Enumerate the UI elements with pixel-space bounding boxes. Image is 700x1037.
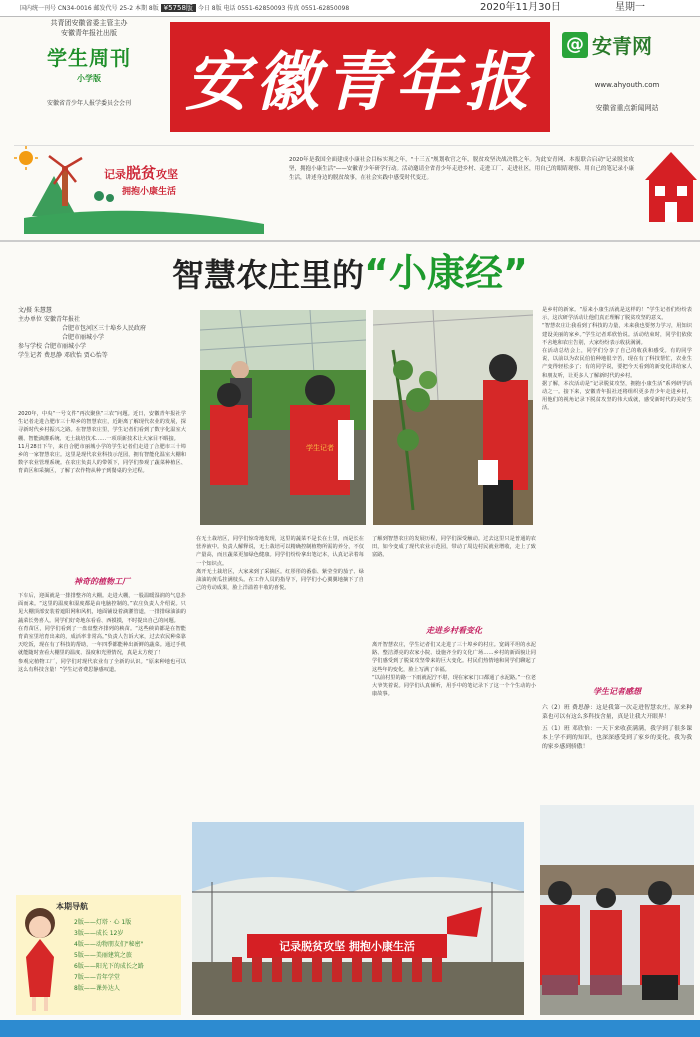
thought-2: 五（1）班 邓欣怡：一天下来收获满满，我学到了很多课本上学不到的知识，也深深感受到了家乡的变化，我为我的家乡感到骄傲！ bbox=[542, 726, 692, 750]
campaign-banner bbox=[14, 145, 694, 234]
article-col4 bbox=[542, 306, 692, 676]
paragraph: 离开智慧农庄，学生记者们又走进了三十埠乡的村庄。宽阔平坦的水泥路、整洁漂亮的农家小院、设施齐全的文化广场……乡村的新面貌让同学们感受到了脱贫攻坚带来的巨大变化。村民们热情地和同学们聊起了这些年的变化，脸上写满了幸福。 bbox=[372, 642, 536, 673]
right-header bbox=[562, 30, 692, 140]
paragraph: “智慧农庄让我看到了科技的力量，未来我也要努力学习，用知识建设美丽的家乡。”学生记者邓欣怡说。活动结束时，同学们依依不舍地和农庄告别，大家纷纷表示收获满满。 bbox=[542, 323, 692, 346]
top-info-bar bbox=[0, 0, 700, 17]
issue-date: 2020年11月30日 bbox=[480, 2, 561, 13]
thought-1: 六（2）班 费思静：这是我第一次走进智慧农庄，原来种菜也可以有这么多科技含量，真是让我大开眼界！ bbox=[542, 705, 692, 720]
article-credits bbox=[18, 306, 188, 406]
headline-prefix: 智慧农庄里的 bbox=[172, 256, 365, 294]
author-line: 文/摄 朱慧慧 bbox=[18, 307, 52, 314]
subheading-plant-factory: 神奇的植物工厂 bbox=[74, 577, 130, 586]
guide-item[interactable]: 6版——阳光下的成长之路 bbox=[74, 963, 144, 970]
subheading-village: 走进乡村看变化 bbox=[426, 626, 482, 635]
paragraph: 离开无土栽培区，大家来到了采摘区。红彤彤的番茄、紫莹莹的茄子、绿油油的黄瓜挂满枝头。在工作人员的指导下，同学们小心翼翼地摘下了自己的劳动成果，脸上洋溢着丰收的喜悦。 bbox=[196, 568, 364, 592]
issue-weekday: 星期一 bbox=[615, 2, 645, 13]
photo-student-plant bbox=[373, 310, 533, 525]
photo-greenhouse-guide bbox=[200, 310, 366, 525]
participant-school: 合肥市丽城小学 bbox=[43, 343, 86, 350]
publisher-line-1: 共青团安徽省委主管主办 bbox=[50, 19, 128, 27]
guide-item[interactable]: 4版——动物朋友们"秘密" bbox=[74, 941, 144, 948]
left-header bbox=[14, 18, 164, 138]
paragraph: 在无土栽培区，同学们惊奇地发现，这里的蔬菜不是长在土里，而是长在营养液中。负责人解释说，无土栽培可以精确控制植物所需的养分，不仅产量高，而且蔬菜更加绿色健康。同学们纷纷拿出笔记本，认真记录着每一个知识点。 bbox=[196, 536, 364, 567]
reporter-names: 费思静 邓欣怡 贾心怡等 bbox=[43, 352, 108, 359]
masthead bbox=[170, 22, 550, 132]
red-house-icon bbox=[641, 148, 700, 226]
sponsor-line: 安徽省青少年人报学委员会会刊 bbox=[46, 100, 131, 107]
paragraph: 在活动总结会上，同学们分享了自己的收获和感受。有的同学说，以前以为农民伯伯种地很辛苦，现在有了科技帮忙，农业生产变得轻松多了；有的同学说，要把今天看到的新变化讲给家人和朋友听，让更多人了解新时代的乡村。 bbox=[542, 348, 692, 379]
article-headline bbox=[0, 240, 700, 302]
vest-label: 学生记者 bbox=[306, 444, 334, 452]
edition-label: 小学版 bbox=[77, 74, 101, 83]
participant-label: 参与学校 bbox=[18, 343, 43, 350]
girl-cartoon-icon bbox=[16, 897, 64, 1015]
host-2: 合肥市包河区三十埠乡人民政府 bbox=[62, 325, 147, 332]
article-col3-bottom bbox=[372, 641, 536, 816]
guide-item[interactable]: 8版——课外达人 bbox=[74, 985, 120, 992]
host-1: 安徽青年报社 bbox=[43, 316, 80, 323]
slogan-line-1: 记录脱贫攻坚 bbox=[104, 164, 179, 182]
paragraph: 在育苗区，同学们看到了一盘盘整齐排列的秧苗。“这些秧苗都是在智能育苗室里培育出来的，成活率非常高。”负责人告诉大家，过去农民种菜靠天吃饭，现在有了科技的帮助，一年四季都能种出新鲜的蔬菜。通过手机就能随时查看大棚里的温度、湿度和光照情况，真是太方便了！ bbox=[18, 625, 186, 657]
photo-banner-text: 记录脱贫攻坚 拥抱小康生活 bbox=[279, 940, 415, 953]
site-url: www.ahyouth.com bbox=[594, 81, 660, 89]
site-logo bbox=[562, 30, 692, 59]
paragraph: 是乡村的新家。“原来小康生活就是这样的！”学生记者们纷纷表示，这次研学活动让他们真正理解了脱贫攻坚的意义。 bbox=[542, 307, 692, 322]
article-col1-top bbox=[18, 410, 186, 550]
footer-bar bbox=[0, 1020, 700, 1037]
photo-students-outdoor bbox=[540, 805, 694, 1015]
reporter-thoughts bbox=[542, 704, 692, 796]
reporter-label: 学生记者 bbox=[18, 352, 43, 359]
article-col3-top bbox=[372, 535, 536, 619]
slogan-line-2: 拥抱小康生活 bbox=[122, 187, 177, 197]
at-logo-icon: @ bbox=[562, 32, 588, 58]
article-col2 bbox=[196, 535, 364, 815]
issue-guide bbox=[16, 895, 181, 1015]
publisher-line-2: 安徽青年报社出版 bbox=[61, 29, 117, 37]
masthead-title: 安徽青年报 bbox=[185, 45, 535, 120]
paragraph: 参观完植物工厂，同学们对现代农业有了全新的认识。“原来种地也可以这么有科技含量！”学生记者费思静感叹道。 bbox=[18, 658, 186, 673]
guide-list bbox=[74, 917, 144, 994]
paragraph: 下车后，迎面就是一排排整齐的大棚。走进大棚，一股温暖湿润的气息扑面而来。“这里的温度和湿度都是由电脑控制的。”农庄负责人介绍说。只见大棚顶部安装着遮阳网和风机，地面铺设着滴灌管道，一排排绿油油的蔬菜长势喜人。同学们好奇地东看看、西摸摸，不时提出自己的问题。 bbox=[18, 593, 186, 624]
paragraph: “以前村里的路一下雨就泥泞不堪，现在家家门口都通了水泥路。”一位老大爷笑着说。同学们认真倾听，用手中的笔记录下了这一个个生动的小康故事。 bbox=[372, 674, 536, 698]
headline-highlight: “小康经” bbox=[364, 251, 528, 295]
guide-item[interactable]: 5版——美丽建筑之旅 bbox=[74, 952, 132, 959]
guide-item[interactable]: 7版——青年学堂 bbox=[74, 974, 120, 981]
weekly-title: 学生周刊 bbox=[47, 46, 131, 70]
paragraph: 2020年，中央“一号文件”再次聚焦“三农”问题。近日，安徽青年报社学生记者走进合肥市三十埠乡的智慧农庄，近距离了解现代农业的发展，探寻新时代乡村振兴之路。在智慧农庄里，学生记者们看到了数字化温室大棚、智能滴灌系统、无土栽培技术……一项项新技术让大家目不暇接。 bbox=[18, 411, 186, 442]
paragraph: 了解到智慧农庄的发展历程，同学们深受触动。过去这里只是普通的农田，如今变成了现代农业示范园，带动了周边村民就业增收，走上了致富路。 bbox=[372, 536, 536, 559]
host-label: 主办单位 bbox=[18, 316, 43, 323]
subheading-reporter-thoughts: 学生记者感想 bbox=[593, 687, 641, 696]
campaign-intro: 2020年是我国全面建成小康社会目标实现之年，"十三五"规划收官之年，脱贫攻坚决战决胜之年。为此安青网、本报联合启动"记录脱贫攻坚，拥抱小康生活"——安徽青少年研学行动。活动邀请全省青少年走进乡村、走进工厂、走进社区，用自己的眼睛观察、用自己的笔记录小康生活，讲述身边的脱贫故事，在社会实践中感受时代变迁。 bbox=[289, 157, 634, 181]
article-col1-bottom bbox=[18, 592, 186, 890]
site-org: 安徽省重点新闻网站 bbox=[595, 104, 659, 112]
photo-group-banner bbox=[192, 822, 524, 1015]
guide-title: 本期导航 bbox=[56, 902, 88, 911]
guide-item[interactable]: 3版——成长 12岁 bbox=[74, 930, 124, 937]
issue-info: 国内统一刊号 CN34-0016 邮发代号 25-2 本期 8版 ¥5758版 今日 8版 电话 0551-62850093 传真 0551-62850098 bbox=[20, 4, 350, 12]
guide-item[interactable]: 2版——灯塔 · 心 1版 bbox=[74, 919, 132, 926]
paragraph: 11月28日下午，来自合肥市丽城小学的学生记者们走进了合肥市三十埠乡的一家智慧农庄。这里是现代农业科技示范园，拥有智能化温室大棚和数字农业管理系统。在农庄负责人的带领下，同学们参观了蔬菜种植区、育苗区和采摘区，了解了农作物从种子到餐桌的全过程。 bbox=[18, 443, 186, 475]
host-3: 合肥市丽城小学 bbox=[62, 334, 105, 341]
paragraph: 据了解，本次活动是“记录脱贫攻坚，拥抱小康生活”系列研学活动之一。接下来，安徽青年报社还将组织更多青少年走进乡村，用他们的视角记录下脱贫攻坚的伟大成就，感受新时代的美好生活。 bbox=[542, 380, 692, 412]
logo-text: 安青网 bbox=[592, 34, 652, 58]
